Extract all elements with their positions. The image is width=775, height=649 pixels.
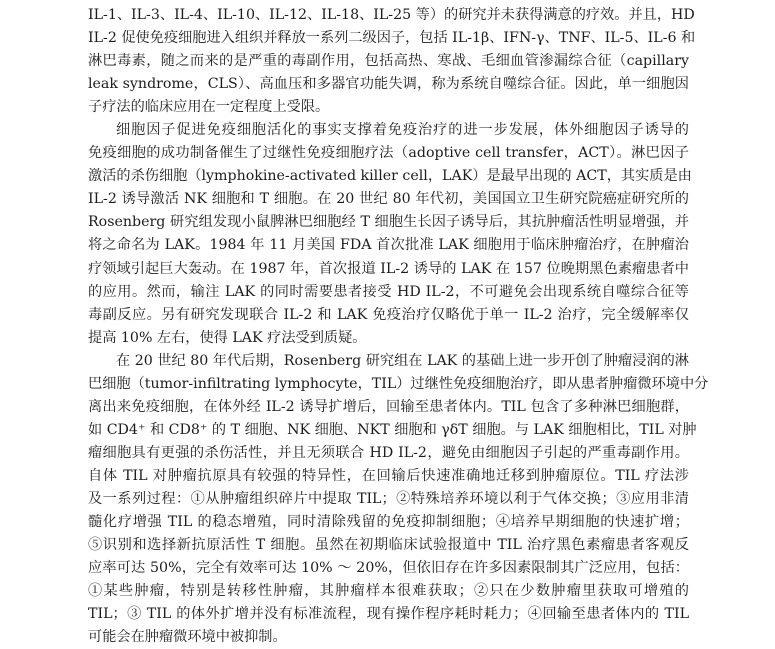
text-line: 髓化疗增强 TIL 的稳态增殖，同时清除残留的免疫抑制细胞；④培养早期细胞的快速扩增； bbox=[88, 514, 689, 531]
text-line: 将之命名为 LAK。1984 年 11 月美国 FDA 首次批准 LAK 细胞用于临床肿瘤治疗，在肿瘤治 bbox=[88, 237, 689, 254]
text-line: 可能会在肿瘤微环境中被抑制。 bbox=[88, 629, 287, 646]
text-line: 离出来免疫细胞，在体外经 IL-2 诱导扩增后，回输至患者体内。TIL 包含了多种淋巴细胞群， bbox=[88, 398, 689, 415]
text-line: 毒副反应。另有研究发现联合 IL-2 和 LAK 免疫治疗仅略优于单一 IL-2 治疗，完全缓解率仅 bbox=[88, 306, 689, 323]
text-line: IL-1、IL-3、IL-4、IL-10、IL-12、IL-18、IL-25 等）的研究并未获得满意的疗效。并且，HD bbox=[88, 7, 695, 23]
text-line: 提高 10% 左右，使得 LAK 疗法受到质疑。 bbox=[88, 329, 367, 346]
text-line: 瘤细胞具有更强的杀伤活性，并且无须联合 HD IL-2，避免由细胞因子引起的严重毒副作用。 bbox=[88, 444, 689, 461]
text-line: 如 CD4⁺ 和 CD8⁺ 的 T 细胞、NK 细胞、NKT 细胞和 γδT 细胞。与 LAK 细胞相比，TIL 对肿 bbox=[88, 421, 697, 438]
text-line: ①某些肿瘤，特别是转移性肿瘤，其肿瘤样本很难获取；②只在少数肿瘤里获取可增殖的 bbox=[88, 583, 689, 600]
text-line: 应率可达 50%，完全有效率可达 10% ～ 20%，但依旧存在许多因素限制其广泛应用，包括： bbox=[88, 560, 689, 577]
text-line: 及一系列过程：①从肿瘤组织碎片中提取 TIL；②特殊培养环境以利于气体交换；③应用非清 bbox=[88, 490, 689, 507]
text-line: IL-2 促使免疫细胞进入组织并释放一系列二级因子，包括 IL-1β、IFN-γ、TNF、IL-5、IL-6 和 bbox=[88, 30, 696, 47]
text-line: 自体 TIL 对肿瘤抗原具有较强的特异性，在回输后快速准确地迁移到肿瘤原位。TIL 疗法涉 bbox=[88, 467, 689, 484]
text-line: 细胞因子促进免疫细胞活化的事实支撑着免疫治疗的进一步发展，体外细胞因子诱导的 bbox=[116, 122, 689, 139]
paragraph-til-therapy bbox=[88, 350, 709, 649]
text-line: IL-2 诱导激活 NK 细胞和 T 细胞。在 20 世纪 80 年代初，美国国立卫生研究院癌症研究所的 bbox=[88, 191, 689, 208]
paragraph-lak-therapy bbox=[88, 119, 692, 349]
text-line: Rosenberg 研究组发现小鼠脾淋巴细胞经 T 细胞生长因子诱导后，其抗肿瘤活性明显增强，并 bbox=[88, 214, 689, 231]
text-line: 疗领域引起巨大轰动。在 1987 年，首次报道 IL-2 诱导的 LAK 在 157 位晚期黑色素瘤患者中 bbox=[88, 260, 689, 277]
text-line: 免疫细胞的成功制备催生了过继性免疫细胞疗法（adoptive cell transfer，ACT）。淋巴因子 bbox=[88, 145, 689, 162]
text-line: leak syndrome，CLS）、高血压和多器官功能失调，称为系统自噬综合征。因此，单一细胞因 bbox=[88, 76, 689, 93]
text-line: 的应用。然而，输注 LAK 的同时需要患者接受 HD IL-2，不可避免会出现系统自噬综合征等 bbox=[88, 283, 689, 300]
text-line: 淋巴毒素，随之而来的是严重的毒副作用，包括高热、寒战、毛细血管渗漏综合征（capillary bbox=[88, 53, 689, 70]
text-line: 子疗法的临床应用在一定程度上受限。 bbox=[88, 99, 330, 116]
paragraph-cytokine-limits bbox=[88, 4, 696, 119]
text-line: ⑤识别和选择新抗原活性 T 细胞。虽然在初期临床试验报道中 TIL 治疗黑色素瘤患者客观反 bbox=[88, 537, 689, 554]
text-line: 巴细胞（tumor-infiltrating lymphocyte，TIL）过继性免疫细胞治疗，即从患者肿瘤微环境中分 bbox=[88, 375, 709, 392]
text-line: 在 20 世纪 80 年代后期，Rosenberg 研究组在 LAK 的基础上进一步开创了肿瘤浸润的淋 bbox=[116, 352, 689, 369]
text-line: 激活的杀伤细胞（lymphokine-activated killer cell，LAK）是最早出现的 ACT，其实质是由 bbox=[88, 168, 692, 185]
text-line: TIL；③ TIL 的体外扩增并没有标准流程，现有操作程序耗时耗力；④回输至患者体内的 TIL bbox=[88, 606, 689, 623]
